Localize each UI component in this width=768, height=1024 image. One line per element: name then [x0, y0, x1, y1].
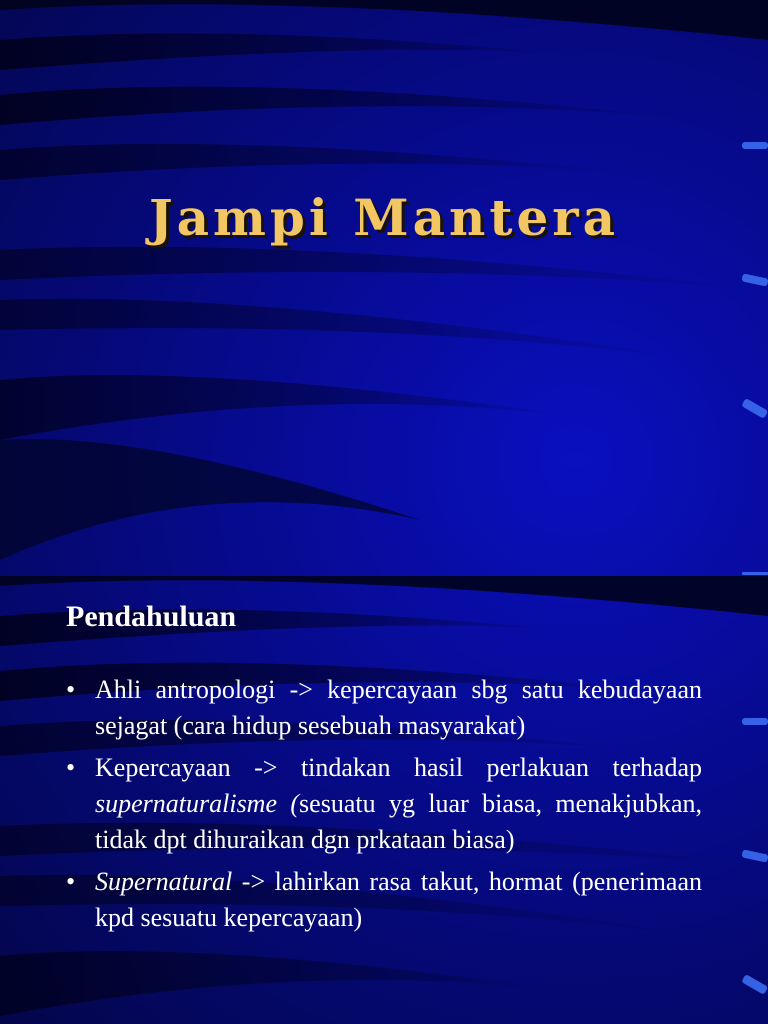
- bullet-text: Kepercayaan -> tindakan hasil perlakuan terhadap: [95, 753, 702, 782]
- bullet-list: [66, 672, 702, 942]
- slide-title-heading: Jampi Mantera: [148, 188, 620, 247]
- bullet-text: sesuatu yg luar biasa, menakjubkan, tidak dpt dihuraikan dgn prkataan biasa): [95, 789, 702, 854]
- bullet-italic-term: Supernatural: [95, 867, 233, 896]
- bullet-item: [66, 864, 702, 936]
- slide-content: [0, 576, 768, 1024]
- bullet-item: [66, 750, 702, 858]
- bullet-text: Ahli antropologi -> kepercayaan sbg satu kebudayaan sejagat (cara hidup sesebuah masyarakat): [95, 675, 702, 740]
- section-heading: Pendahuluan: [66, 600, 237, 633]
- bullet-item: [66, 672, 702, 744]
- bullet-italic-term: supernaturalisme (: [95, 789, 300, 818]
- bullet-text: -> lahirkan rasa takut, hormat (penerimaan kpd sesuatu kepercayaan): [95, 867, 702, 932]
